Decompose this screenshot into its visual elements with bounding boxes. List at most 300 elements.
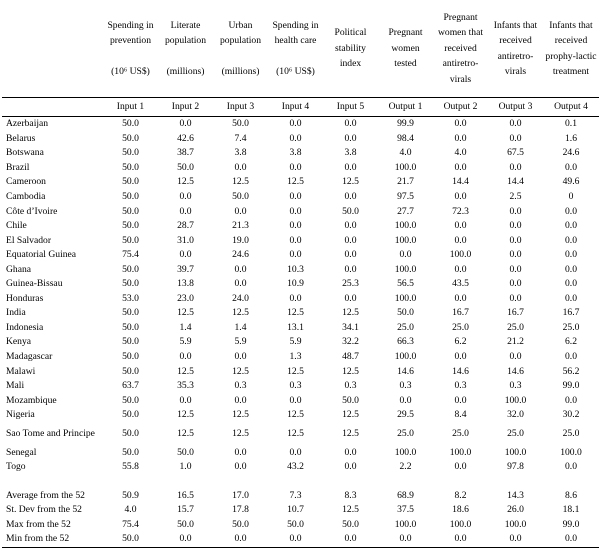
cell-value: 50.0 xyxy=(232,518,249,530)
cell-value: 0.0 xyxy=(378,532,433,547)
cell-value: 0.0 xyxy=(289,161,302,173)
cell-value: 100.0 xyxy=(394,220,417,232)
cell-value: 0.0 xyxy=(179,191,192,202)
cell-value: 50.0 xyxy=(122,147,139,159)
cell-value: 75.4 xyxy=(122,518,139,530)
cell-value: 0.0 xyxy=(509,351,522,363)
cell-value: 97.5 xyxy=(397,191,414,202)
cell-value: 1.3 xyxy=(289,351,302,363)
header-input-4 xyxy=(268,0,323,98)
cell-value: 0.0 xyxy=(565,161,577,173)
cell-value: 0.0 xyxy=(179,249,192,261)
cell-value: 0.0 xyxy=(289,292,302,304)
row-label: Mozambique xyxy=(6,394,57,406)
cell-value: 0.0 xyxy=(454,461,467,473)
cell-value: 43.5 xyxy=(452,278,469,290)
cell-value: 0.0 xyxy=(454,118,467,130)
cell-value: 0.0 xyxy=(344,292,357,304)
cell-value: 12.5 xyxy=(232,427,249,439)
header-input-1 xyxy=(103,0,158,98)
cell-value: 3.8 xyxy=(234,147,247,159)
cell-value: 0.0 xyxy=(289,191,302,202)
header-unit: (millions) xyxy=(221,66,260,77)
cell-value: 8.2 xyxy=(454,489,467,501)
cell-value: 50.0 xyxy=(177,446,194,458)
row-label: Cambodia xyxy=(6,191,46,202)
cell-value: 0.0 xyxy=(268,532,323,547)
cell-value: 0.0 xyxy=(234,461,247,473)
cell-value: 0.0 xyxy=(344,118,357,130)
header-row xyxy=(2,0,599,98)
cell-value: 12.5 xyxy=(342,365,359,377)
cell-value: 100.0 xyxy=(394,518,417,530)
cell-value: 50.0 xyxy=(122,427,139,439)
cell-value: 0.0 xyxy=(454,394,467,406)
table-row xyxy=(2,117,599,132)
table-row xyxy=(2,233,599,248)
cell-value: 50.0 xyxy=(342,394,359,406)
cell-value: 12.5 xyxy=(287,427,304,439)
cell-value: 50.0 xyxy=(122,394,139,406)
row-label: Kenya xyxy=(6,336,32,348)
header-label: Literate population xyxy=(164,19,207,46)
cell-value: 2.5 xyxy=(509,191,522,202)
cell-value: 0.0 xyxy=(179,205,192,217)
cell-value: 0.0 xyxy=(323,532,378,547)
cell-value: 50.0 xyxy=(122,234,139,246)
cell-value: 50.0 xyxy=(122,205,139,217)
header-input-2 xyxy=(158,0,213,98)
cell-value: 100.0 xyxy=(504,446,527,458)
cell-value: 50.0 xyxy=(122,263,139,275)
cell-value: 0.0 xyxy=(399,249,412,261)
cell-value: 10.9 xyxy=(287,278,304,290)
cell-value: 100.0 xyxy=(449,249,472,261)
table-row xyxy=(2,408,599,423)
cell-value: 0.0 xyxy=(454,351,467,363)
header-label: Spending in health care xyxy=(272,19,319,46)
column-code: Output 3 xyxy=(488,98,543,117)
header-output-1 xyxy=(378,0,433,98)
cell-value: 0 xyxy=(568,191,574,202)
cell-value: 0.0 xyxy=(454,191,467,202)
cell-value: 0.0 xyxy=(565,249,577,261)
cell-value: 0.0 xyxy=(234,446,247,458)
cell-value: 0.1 xyxy=(565,118,577,130)
cell-value: 100.0 xyxy=(394,446,417,458)
cell-value: 12.5 xyxy=(232,307,249,319)
table-row xyxy=(2,292,599,307)
row-label: Average from the 52 xyxy=(6,489,85,501)
cell-value: 21.3 xyxy=(232,220,249,232)
cell-value: 50.0 xyxy=(177,518,194,530)
cell-value: 13.1 xyxy=(287,321,304,333)
column-code: Input 5 xyxy=(323,98,378,117)
cell-value: 0.0 xyxy=(213,532,268,547)
row-label: Sao Tome and Principe xyxy=(6,428,95,440)
cell-value: 42.6 xyxy=(177,132,194,144)
spacer-row xyxy=(2,475,599,489)
cell-value: 12.5 xyxy=(177,409,194,421)
cell-value: 0.0 xyxy=(509,234,522,246)
cell-value: 32.2 xyxy=(342,336,359,348)
summary-row xyxy=(2,489,599,504)
cell-value: 6.2 xyxy=(454,336,467,348)
column-code: Input 4 xyxy=(268,98,323,117)
cell-value: 0.0 xyxy=(543,532,599,547)
row-label: Cameroon xyxy=(6,176,46,188)
header-label: Infants that received antiretro-virals xyxy=(493,19,538,77)
cell-value: 100.0 xyxy=(394,351,417,363)
row-label: Madagascar xyxy=(6,351,53,363)
cell-value: 50.0 xyxy=(103,532,158,547)
cell-value: 0.0 xyxy=(234,161,247,173)
column-code: Output 2 xyxy=(433,98,488,117)
cell-value: 0.0 xyxy=(454,161,467,173)
cell-value: 8.6 xyxy=(565,489,577,501)
cell-value: 0.0 xyxy=(179,394,192,406)
cell-value: 0.0 xyxy=(509,205,522,217)
cell-value: 21.2 xyxy=(507,336,524,348)
header-output-2 xyxy=(433,0,488,98)
cell-value: 17.8 xyxy=(232,504,249,516)
row-label: Senegal xyxy=(6,446,37,458)
row-label: Guinea-Bissau xyxy=(6,278,63,290)
spacer-cell xyxy=(2,475,599,489)
header-label: Urban population xyxy=(219,19,262,46)
cell-value: 0.0 xyxy=(454,234,467,246)
table-row xyxy=(2,132,599,147)
row-label: Honduras xyxy=(6,292,44,304)
row-label: Nigeria xyxy=(6,409,35,421)
header-label: Spending in prevention xyxy=(107,19,154,46)
cell-value: 0.0 xyxy=(344,191,357,202)
header-output-3 xyxy=(488,0,543,98)
cell-value: 72.3 xyxy=(452,205,469,217)
cell-value: 12.5 xyxy=(177,176,194,188)
cell-value: 0.0 xyxy=(509,249,522,261)
cell-value: 1.4 xyxy=(234,321,247,333)
cell-value: 55.8 xyxy=(122,461,139,473)
cell-value: 25.0 xyxy=(452,427,469,439)
cell-value: 4.0 xyxy=(454,147,467,159)
summary-row xyxy=(2,532,599,547)
cell-value: 56.2 xyxy=(562,365,580,377)
cell-value: 98.4 xyxy=(397,132,414,144)
cell-value: 19.0 xyxy=(232,234,249,246)
cell-value: 0.0 xyxy=(454,263,467,275)
cell-value: 24.6 xyxy=(562,147,580,159)
cell-value: 0.0 xyxy=(344,249,357,261)
cell-value: 13.8 xyxy=(177,278,194,290)
cell-value: 50.0 xyxy=(232,191,249,202)
cell-value: 3.8 xyxy=(289,147,302,159)
cell-value: 0.3 xyxy=(234,380,247,392)
cell-value: 0.0 xyxy=(179,118,192,130)
header-unit: (10⁶ US$) xyxy=(111,66,150,77)
cell-value: 0.0 xyxy=(344,234,357,246)
cell-value: 35.3 xyxy=(177,380,194,392)
cell-value: 50.0 xyxy=(342,518,359,530)
cell-value: 15.7 xyxy=(177,504,194,516)
summary-row xyxy=(2,518,599,533)
table-row xyxy=(2,393,599,408)
cell-value: 30.2 xyxy=(562,409,580,421)
cell-value: 0.0 xyxy=(565,205,577,217)
header-label: Political stability index xyxy=(334,27,367,70)
data-table xyxy=(2,0,599,548)
cell-value: 43.2 xyxy=(287,461,304,473)
cell-value: 68.9 xyxy=(397,489,414,501)
cell-value: 0.3 xyxy=(454,380,467,392)
cell-value: 12.5 xyxy=(232,409,249,421)
table-row xyxy=(2,146,599,161)
cell-value: 25.0 xyxy=(507,427,524,439)
table-row xyxy=(2,175,599,190)
cell-value: 25.0 xyxy=(397,427,414,439)
cell-value: 0.0 xyxy=(509,278,522,290)
cell-value: 50.0 xyxy=(122,336,139,348)
cell-value: 99.0 xyxy=(562,518,580,530)
table-row xyxy=(2,204,599,219)
cell-value: 50.9 xyxy=(122,489,139,501)
cell-value: 0.0 xyxy=(289,394,302,406)
cell-value: 16.7 xyxy=(507,307,524,319)
cell-value: 0.0 xyxy=(509,132,522,144)
cell-value: 0.0 xyxy=(565,394,577,406)
cell-value: 12.5 xyxy=(287,176,304,188)
cell-value: 27.7 xyxy=(397,205,414,217)
cell-value: 38.7 xyxy=(177,147,194,159)
cell-value: 28.7 xyxy=(177,220,194,232)
summary-row xyxy=(2,503,599,518)
cell-value: 50.0 xyxy=(122,307,139,319)
cell-value: 12.5 xyxy=(342,307,359,319)
table-row xyxy=(2,190,599,205)
cell-value: 0.0 xyxy=(289,220,302,232)
table-row xyxy=(2,335,599,350)
cell-value: 0.0 xyxy=(234,351,247,363)
row-label: Equatorial Guinea xyxy=(6,249,77,261)
cell-value: 25.3 xyxy=(342,278,359,290)
cell-value: 0.0 xyxy=(509,292,522,304)
header-unit: (10⁶ US$) xyxy=(276,66,315,77)
cell-value: 66.3 xyxy=(397,336,414,348)
cell-value: 0.0 xyxy=(509,161,522,173)
row-label: Belarus xyxy=(6,132,36,144)
column-code: Output 4 xyxy=(543,98,599,117)
cell-value: 50.0 xyxy=(122,118,139,130)
column-code: Output 1 xyxy=(378,98,433,117)
cell-value: 100.0 xyxy=(449,518,472,530)
cell-value: 50.0 xyxy=(122,191,139,202)
cell-value: 0.0 xyxy=(344,220,357,232)
cell-value: 5.9 xyxy=(179,336,192,348)
cell-value: 48.7 xyxy=(342,351,359,363)
row-label: Azerbaijan xyxy=(6,118,49,130)
code-blank xyxy=(2,98,103,117)
cell-value: 100.0 xyxy=(394,292,417,304)
row-label: Botswana xyxy=(6,147,44,159)
cell-value: 0.0 xyxy=(344,461,357,473)
cell-value: 12.5 xyxy=(342,504,359,516)
cell-value: 12.5 xyxy=(177,365,194,377)
cell-value: 0.0 xyxy=(565,234,577,246)
cell-value: 25.0 xyxy=(562,321,580,333)
cell-value: 14.3 xyxy=(507,489,524,501)
table-row xyxy=(2,445,599,460)
cell-value: 0.0 xyxy=(289,249,302,261)
cell-value: 1.0 xyxy=(179,461,192,473)
cell-value: 24.0 xyxy=(232,292,249,304)
cell-value: 0.0 xyxy=(433,532,488,547)
table-row xyxy=(2,262,599,277)
cell-value: 32.0 xyxy=(507,409,524,421)
cell-value: 100.0 xyxy=(504,518,527,530)
cell-value: 12.5 xyxy=(342,409,359,421)
cell-value: 97.8 xyxy=(507,461,524,473)
cell-value: 0.0 xyxy=(234,205,247,217)
cell-value: 0.0 xyxy=(488,532,543,547)
header-country xyxy=(2,0,103,98)
cell-value: 0.3 xyxy=(289,380,302,392)
cell-value: 21.7 xyxy=(397,176,414,188)
cell-value: 12.5 xyxy=(232,176,249,188)
cell-value: 25.0 xyxy=(562,427,580,439)
cell-value: 10.7 xyxy=(287,504,304,516)
cell-value: 0.0 xyxy=(565,220,577,232)
cell-value: 0.0 xyxy=(289,118,302,130)
table-row xyxy=(2,460,599,475)
cell-value: 0.0 xyxy=(344,263,357,275)
cell-value: 50.0 xyxy=(122,176,139,188)
cell-value: 67.5 xyxy=(507,147,524,159)
cell-value: 31.0 xyxy=(177,234,194,246)
cell-value: 0.0 xyxy=(509,220,522,232)
cell-value: 8.3 xyxy=(344,489,357,501)
cell-value: 0.0 xyxy=(289,446,302,458)
cell-value: 0.0 xyxy=(454,292,467,304)
cell-value: 14.6 xyxy=(452,365,469,377)
row-label: Min from the 52 xyxy=(2,532,103,547)
cell-value: 0.0 xyxy=(289,205,302,217)
header-output-4 xyxy=(543,0,599,98)
cell-value: 3.8 xyxy=(344,147,357,159)
cell-value: 12.5 xyxy=(232,365,249,377)
cell-value: 0.0 xyxy=(454,220,467,232)
row-label: Côte d’Ivoire xyxy=(6,205,58,217)
cell-value: 100.0 xyxy=(394,263,417,275)
cell-value: 5.9 xyxy=(234,336,247,348)
cell-value: 16.7 xyxy=(562,307,580,319)
cell-value: 12.5 xyxy=(342,176,359,188)
cell-value: 50.0 xyxy=(342,205,359,217)
cell-value: 0.0 xyxy=(344,161,357,173)
header-input-5 xyxy=(323,0,378,98)
cell-value: 100.0 xyxy=(394,161,417,173)
cell-value: 0.0 xyxy=(565,351,577,363)
cell-value: 34.1 xyxy=(342,321,359,333)
cell-value: 0.0 xyxy=(179,351,192,363)
cell-value: 12.5 xyxy=(177,307,194,319)
cell-value: 24.6 xyxy=(232,249,249,261)
cell-value: 16.5 xyxy=(177,489,194,501)
cell-value: 0.0 xyxy=(565,292,577,304)
cell-value: 50.0 xyxy=(177,161,194,173)
row-label: Indonesia xyxy=(6,321,44,333)
cell-value: 75.4 xyxy=(122,249,139,261)
cell-value: 14.4 xyxy=(507,176,524,188)
row-label: Mali xyxy=(6,380,25,392)
cell-value: 0.0 xyxy=(565,461,577,473)
cell-value: 50.0 xyxy=(122,446,139,458)
cell-value: 5.9 xyxy=(289,336,302,348)
cell-value: 37.5 xyxy=(397,504,414,516)
cell-value: 25.0 xyxy=(507,321,524,333)
cell-value: 50.0 xyxy=(122,278,139,290)
cell-value: 2.2 xyxy=(399,461,412,473)
cell-value: 39.7 xyxy=(177,263,194,275)
cell-value: 0.0 xyxy=(509,263,522,275)
cell-value: 12.5 xyxy=(287,365,304,377)
row-label: El Salvador xyxy=(6,234,52,246)
cell-value: 100.0 xyxy=(560,446,582,458)
cell-value: 18.6 xyxy=(452,504,469,516)
header-label: Infants that received prophy-lactic treatment xyxy=(545,19,597,77)
cell-value: 100.0 xyxy=(394,234,417,246)
row-label: Brazil xyxy=(6,161,30,173)
cell-value: 0.0 xyxy=(344,132,357,144)
table-row xyxy=(2,379,599,394)
cell-value: 0.0 xyxy=(344,446,357,458)
table-row xyxy=(2,321,599,336)
cell-value: 7.4 xyxy=(234,132,247,144)
cell-value: 100.0 xyxy=(504,394,527,406)
header-label: Pregnant women tested xyxy=(388,27,423,70)
cell-value: 50.0 xyxy=(122,321,139,333)
column-code: Input 2 xyxy=(158,98,213,117)
cell-value: 12.5 xyxy=(287,409,304,421)
code-row xyxy=(2,98,599,117)
table-row xyxy=(2,306,599,321)
cell-value: 63.7 xyxy=(122,380,139,392)
cell-value: 99.9 xyxy=(397,118,414,130)
cell-value: 29.5 xyxy=(397,409,414,421)
cell-value: 14.6 xyxy=(507,365,524,377)
cell-value: 56.5 xyxy=(397,278,414,290)
cell-value: 50.0 xyxy=(122,365,139,377)
cell-value: 0.0 xyxy=(234,263,247,275)
header-unit: (millions) xyxy=(166,66,205,77)
cell-value: 23.0 xyxy=(177,292,194,304)
row-label: Malawi xyxy=(6,365,36,377)
cell-value: 0.0 xyxy=(454,132,467,144)
cell-value: 0.0 xyxy=(509,118,522,130)
cell-value: 8.4 xyxy=(454,409,467,421)
cell-value: 0.0 xyxy=(565,278,577,290)
header-input-3 xyxy=(213,0,268,98)
cell-value: 0.0 xyxy=(158,532,213,547)
cell-value: 0.3 xyxy=(509,380,522,392)
cell-value: 50.0 xyxy=(122,351,139,363)
row-label: Togo xyxy=(6,461,26,473)
cell-value: 100.0 xyxy=(449,446,472,458)
cell-value: 17.0 xyxy=(232,489,249,501)
cell-value: 14.4 xyxy=(452,176,469,188)
cell-value: 0.0 xyxy=(234,278,247,290)
cell-value: 12.5 xyxy=(287,307,304,319)
cell-value: 50.0 xyxy=(122,220,139,232)
